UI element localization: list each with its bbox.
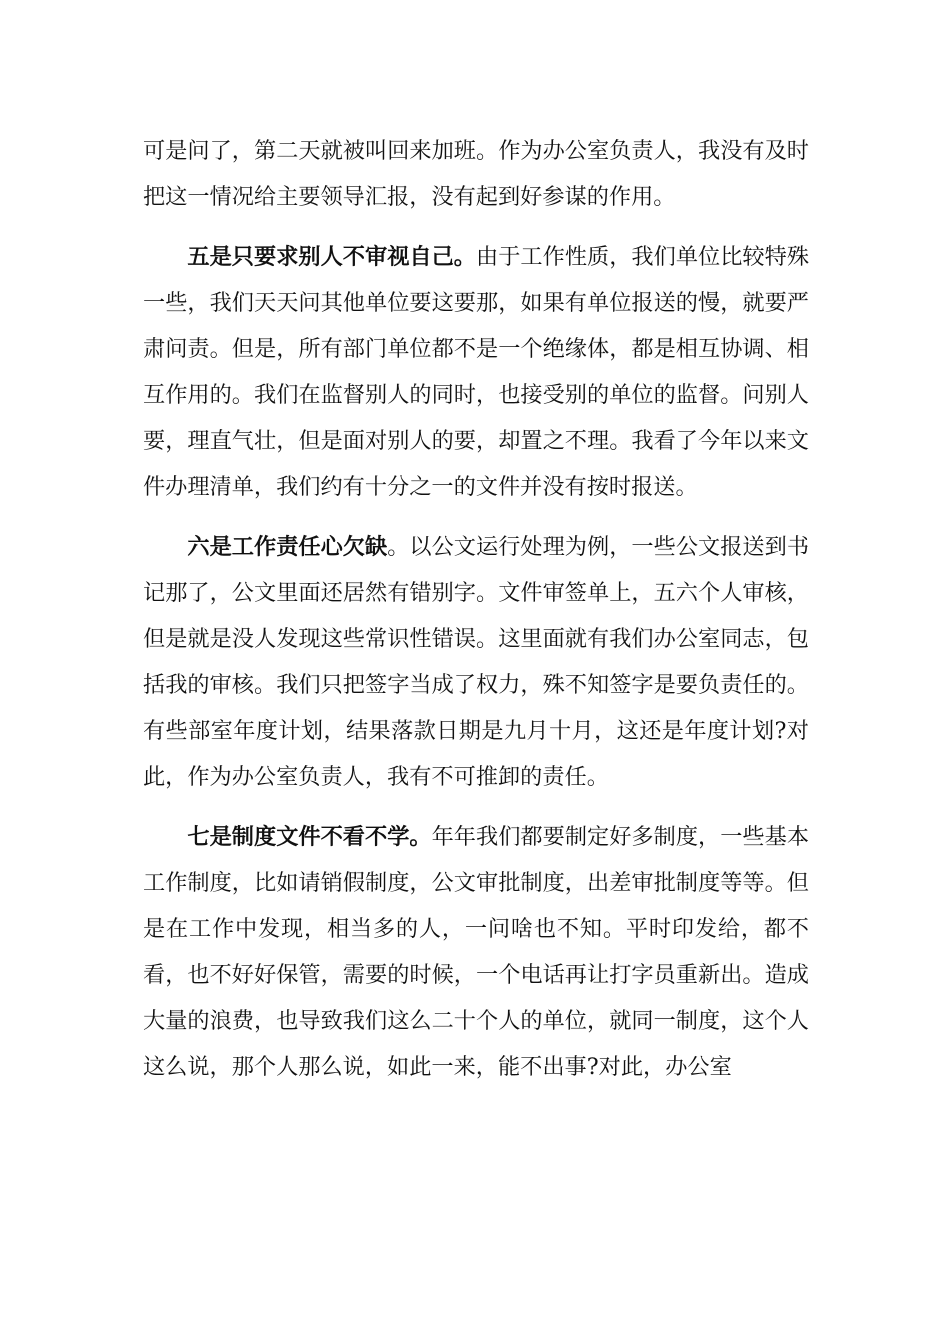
- paragraph-text: 。以公文运行处理为例，一些公文报送到书记那了，公文里面还居然有错别字。文件审签单上，五六个人审核，但是就是没人发现这些常识性错误。这里面就有我们办公室同志，包括我的审核。我们只把签字当成了权力，殊不知签字是要负责任的。有些部室年度计划，结果落款日期是九月十月，这还是年度计划?对此，作为办公室负责人，我有不可推卸的责任。: [143, 534, 810, 790]
- paragraph-continuation: [143, 128, 809, 220]
- paragraph-text: 可是问了，第二天就被叫回来加班。作为办公室负责人，我没有及时把这一情况给主要领导汇报，没有起到好参谋的作用。: [143, 138, 809, 210]
- paragraph-heading: 六是工作责任心欠缺: [187, 534, 388, 560]
- paragraph-item-seven: [143, 814, 809, 1090]
- paragraph-heading: 五是只要求别人不审视自己。: [187, 244, 477, 270]
- paragraph-item-five: [143, 234, 809, 510]
- paragraph-item-six: [143, 524, 809, 800]
- document-body: [143, 128, 809, 1104]
- paragraph-text: 由于工作性质，我们单位比较特殊一些，我们天天问其他单位要这要那，如果有单位报送的慢，就要严肃问责。但是，所有部门单位都不是一个绝缘体，都是相互协调、相互作用的。我们在监督别人的同时，也接受别的单位的监督。问别人要，理直气壮，但是面对别人的要，却置之不理。我看了今年以来文件办理清单，我们约有十分之一的文件并没有按时报送。: [143, 244, 810, 500]
- paragraph-text: 年年我们都要制定好多制度，一些基本工作制度，比如请销假制度，公文审批制度，出差审批制度等等。但是在工作中发现，相当多的人，一问啥也不知。平时印发给，都不看，也不好好保管，需要的时候，一个电话再让打字员重新出。造成大量的浪费，也导致我们这么二十个人的单位，就同一制度，这个人这么说，那个人那么说，如此一来，能不出事?对此，办公室: [143, 824, 810, 1080]
- paragraph-heading: 七是制度文件不看不学。: [187, 824, 432, 850]
